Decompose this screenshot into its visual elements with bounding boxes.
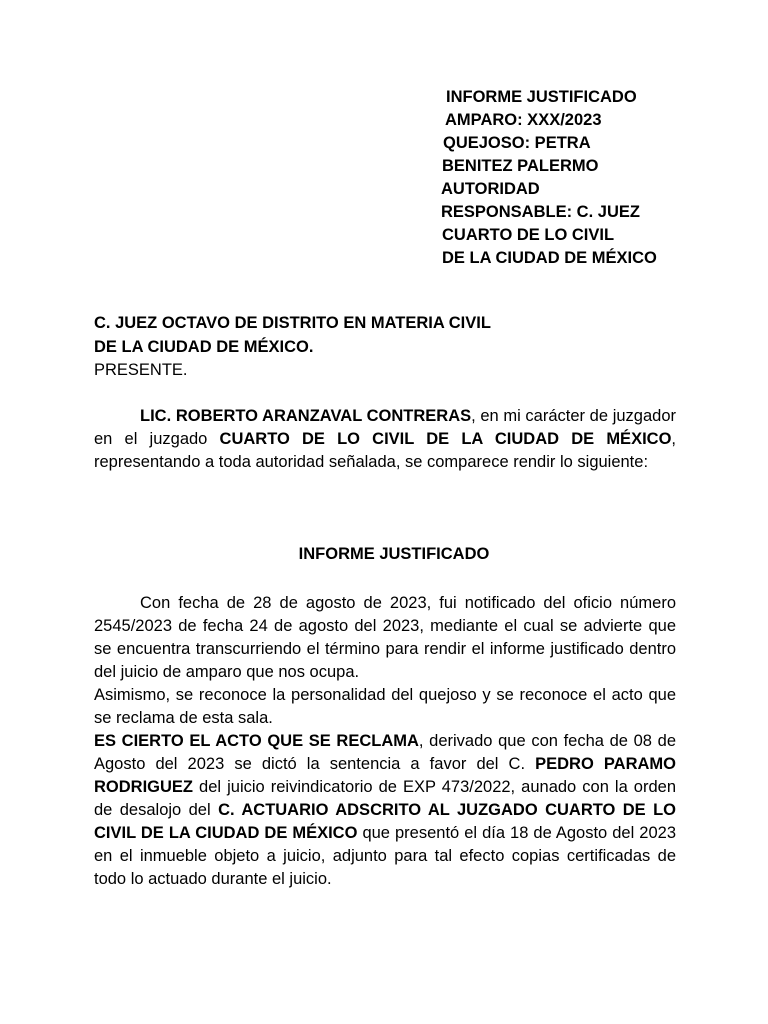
- addressee-block: [94, 312, 491, 383]
- header-line-juez: CUARTO DE LO CIVIL: [442, 226, 615, 244]
- actuario-reference: C. ACTUARIO ADSCRITO AL JUZGADO CUARTO DE LO CIVIL DE LA CIUDAD DE MÉXICO: [94, 801, 676, 842]
- beneficiary-name: PEDRO PARAMO RODRIGUEZ: [94, 755, 676, 796]
- intro-text-2: , representando a toda autoridad señalada, se comparece rendir lo siguiente:: [94, 430, 676, 471]
- section-title: INFORME JUSTIFICADO: [298, 545, 490, 563]
- addressee-line-2: DE LA CIUDAD DE MÉXICO.: [94, 337, 314, 356]
- header-line-responsable: RESPONSABLE: C. JUEZ: [441, 203, 640, 221]
- p3-text-1: , derivado que con fecha de 08 de Agosto del 2023 se dictó la sentencia a favor del C.: [94, 732, 676, 773]
- addressee-line-1: C. JUEZ OCTAVO DE DISTRITO EN MATERIA CIVIL: [94, 314, 491, 332]
- p3-text-3: que presentó el día 18 de Agosto del 2023 en el inmueble objeto a juicio, adjunto para tal efecto copias certificadas de todo lo actuado durante el juicio.: [94, 824, 676, 888]
- body-paragraph-2: Asimismo, se reconoce la personalidad del quejoso y se reconoce el acto que se reclama de esta sala.: [94, 686, 676, 727]
- header-line-autoridad: AUTORIDAD: [441, 180, 540, 198]
- acto-cierto-statement: ES CIERTO EL ACTO QUE SE RECLAMA: [94, 732, 419, 750]
- addressee-line-3: PRESENTE.: [94, 361, 188, 379]
- judge-name: LIC. ROBERTO ARANZAVAL CONTRERAS: [140, 407, 472, 425]
- court-name: CUARTO DE LO CIVIL DE LA CIUDAD DE MÉXICO: [219, 430, 672, 448]
- header-line-quejoso: QUEJOSO: PETRA: [443, 134, 591, 152]
- body-paragraph-3: [94, 730, 676, 891]
- body-paragraph-1: Con fecha de 28 de agosto de 2023, fui notificado del oficio número 2545/2023 de fecha 24 de agosto del 2023, mediante el cual se advierte que se encuentra transcurriendo el término para rendir el informe justificado dentro del juicio de amparo que nos ocupa.: [94, 594, 676, 681]
- header-line-ciudad: DE LA CIUDAD DE MÉXICO: [442, 249, 657, 267]
- intro-text-1: , en mi carácter de juzgador en el juzgado: [94, 407, 676, 448]
- header-line-quejoso-name: BENITEZ PALERMO: [442, 157, 599, 175]
- p3-text-2: del juicio reivindicatorio de EXP 473/2022, aunado con la orden de desalojo del: [94, 778, 676, 819]
- header-line-title: INFORME JUSTIFICADO: [446, 88, 637, 106]
- intro-paragraph: [94, 405, 676, 474]
- header-line-amparo: AMPARO: XXX/2023: [445, 111, 602, 129]
